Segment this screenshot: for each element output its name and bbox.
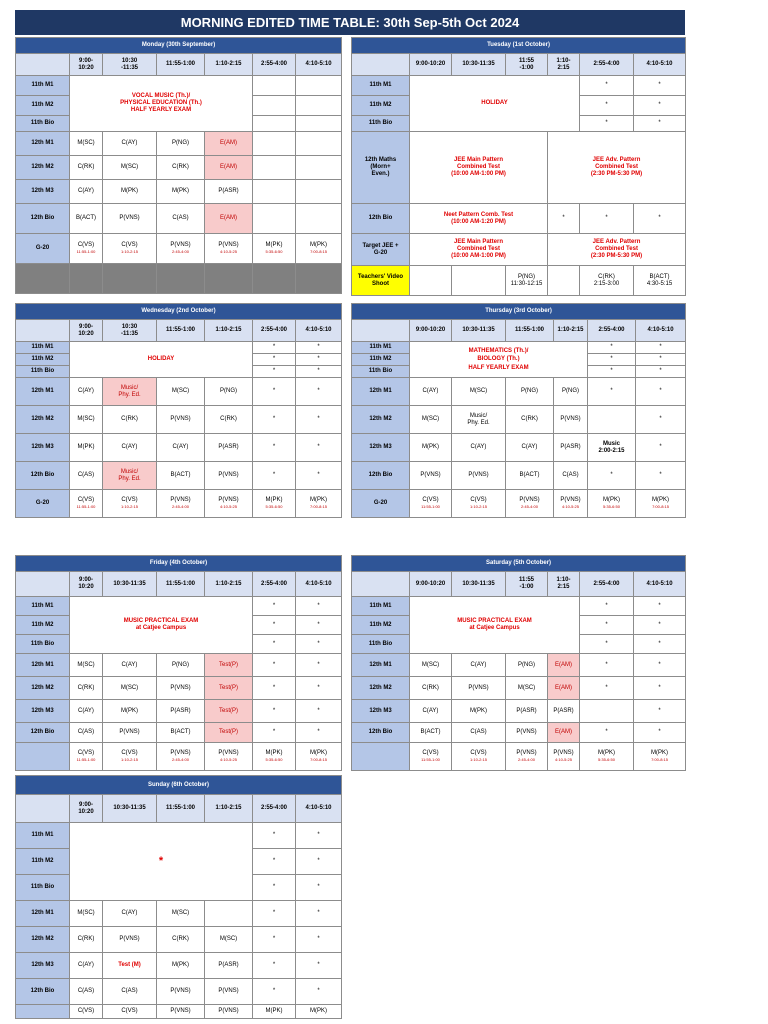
period-cell: C(AY) — [70, 700, 103, 723]
period-cell: M(SC) — [410, 406, 452, 434]
time-header: 2:55-4:00 — [253, 54, 296, 76]
period-cell: C(AY) — [452, 434, 506, 462]
period-cell: C(AS) — [70, 979, 103, 1005]
class-label: 12th Bio — [16, 204, 70, 234]
period-cell: * — [296, 700, 342, 723]
g20-cell: P(VNS) 2:45-4:00 — [157, 490, 205, 518]
exam-notice: MATHEMATICS (Th.)/ BIOLOGY (Th.) HALF YEARLY EXAM — [410, 342, 588, 378]
period-cell: C(AY) — [452, 654, 506, 677]
period-cell: * — [296, 406, 342, 434]
g20-cell: M(PK) 5:35-6:50 — [253, 234, 296, 264]
period-cell: C(AY) — [70, 378, 103, 406]
period-cell: E(AM) — [205, 132, 253, 156]
period-cell: C(RK) — [506, 406, 554, 434]
period-cell: C(AY) — [103, 132, 157, 156]
period-cell: B(ACT) — [506, 462, 554, 490]
time-header: 10:30-11:35 — [103, 795, 157, 823]
g20-cell: M(PK) 7:00-8:15 — [296, 743, 342, 771]
time-header: 4:10-5:10 — [296, 795, 342, 823]
period-cell: P(VNS) — [103, 204, 157, 234]
period-cell: M(PK) — [410, 434, 452, 462]
class-label: 12th M1 — [16, 901, 70, 927]
g20-cell: C(VS) 11:55-1:00 — [410, 490, 452, 518]
period-cell: M(SC) — [205, 927, 253, 953]
period-cell: * — [636, 462, 686, 490]
friday-table: Friday (4th October) 9:00- 10:20 10:30-11:35 11:55-1:00 1:10-2:15 2:55-4:00 4:10-5:10 11th M1 MUSIC PRACTICAL EXAM at Catjee Campus * * 11th M2 * * 11th Bio * * 12th M1 M(SC) C(AY) P(NG) Test(P) * * 12th M2 C(RK) M(SC) P(VNS) Test(P) * * 12th M3 C(AY) M(PK) P(ASR) Test(P) * * 12th Bio C(AS) P(VNS) B(ACT) Test(P) * * C(VS) 11:55-1:00 C(VS) 1:10-2:15 P(VNS) 2:45-4:00 P(VNS) 4:10-5:25 M(PK) 5:35-6:50 M(PK) 7:00-8:15 — [15, 555, 342, 771]
time-header: 10:30-11:35 — [103, 572, 157, 597]
class-label: 11th M1 — [352, 342, 410, 354]
day-heading: Tuesday (1st October) — [352, 38, 686, 54]
class-label: 12th Bio — [16, 979, 70, 1005]
g20-cell: P(VNS) 2:45-4:00 — [506, 743, 548, 771]
class-label: 12th Bio — [352, 462, 410, 490]
period-cell: * — [296, 378, 342, 406]
wednesday-table: Wednesday (2nd October) 9:00- 10:20 10:30 -11:35 11:55-1:00 1:10-2:15 2:55-4:00 4:10-5:10 11th M1 HOLIDAY * * 11th M2 * * 11th Bio * * 12th M1 C(AY) Music/ Phy. Ed. M(SC) P(NG) * * 12th M2 M(SC) C(RK) P(VNS) C(RK) * * 12th M3 M(PK) C(AY) C(AY) P(ASR) * * 12th Bio C(AS) Music/ Phy. Ed. B(ACT) P(VNS) * * G-20 C(VS) 11:55-1:00 C(VS) 1:10-2:15 P(VNS) 2:45-4:00 P(VNS) 4:10-5:25 M(PK) 5:35-6:50 M(PK) 7:00-8:15 — [15, 303, 342, 518]
period-cell: C(RK) — [157, 156, 205, 180]
class-label: 12th M3 — [16, 434, 70, 462]
class-label: 12th M1 — [352, 654, 410, 677]
test-notice: JEE Main Pattern Combined Test (10:00 AM-1:00 PM) — [410, 132, 548, 204]
period-cell: * — [634, 654, 686, 677]
period-cell: * — [634, 723, 686, 743]
time-header: 2:55-4:00 — [588, 320, 636, 342]
period-cell: M(SC) — [70, 132, 103, 156]
period-cell: P(VNS) — [157, 677, 205, 700]
class-label: 11th M1 — [352, 76, 410, 96]
period-cell: P(VNS) — [205, 979, 253, 1005]
class-label: 11th M2 — [352, 354, 410, 366]
period-cell: P(NG) — [157, 132, 205, 156]
period-cell: M(SC) — [410, 654, 452, 677]
g20-cell: C(VS) — [70, 1005, 103, 1019]
time-header: 9:00- 10:20 — [70, 320, 103, 342]
time-header: 9:00-10:20 — [410, 320, 452, 342]
time-header: 11:55 -1:00 — [506, 54, 548, 76]
period-cell: M(SC) — [157, 378, 205, 406]
g20-cell: M(PK) 7:00-8:15 — [296, 490, 342, 518]
period-cell: E(AM) — [548, 677, 580, 700]
period-cell: C(AY) — [103, 654, 157, 677]
g20-cell: P(VNS) 2:45-4:00 — [157, 743, 205, 771]
period-cell: M(PK) — [157, 953, 205, 979]
time-header: 9:00- 10:20 — [70, 795, 103, 823]
time-header: 10:30-11:35 — [452, 572, 506, 597]
period-cell: * — [636, 378, 686, 406]
period-cell: * — [253, 654, 296, 677]
period-cell: C(AY) — [410, 378, 452, 406]
class-label: 12th M1 — [16, 132, 70, 156]
period-cell: C(RK) — [410, 677, 452, 700]
class-label: 12th M2 — [352, 677, 410, 700]
period-cell: P(NG) — [205, 378, 253, 406]
class-label: 12th Bio — [352, 723, 410, 743]
period-cell: C(AY) — [410, 700, 452, 723]
period-cell: Test (M) — [103, 953, 157, 979]
period-cell: P(NG) — [157, 654, 205, 677]
period-cell: M(PK) — [452, 700, 506, 723]
period-cell: * — [253, 953, 296, 979]
exam-notice: VOCAL MUSIC (Th.)/ PHYSICAL EDUCATION (Th.) HALF YEARLY EXAM — [70, 76, 253, 132]
period-cell: P(ASR) — [548, 700, 580, 723]
g20-cell: C(VS) — [103, 1005, 157, 1019]
monday-table — [15, 37, 342, 294]
class-label: 11th Bio — [352, 116, 410, 132]
period-cell: C(AY) — [103, 901, 157, 927]
period-cell: P(VNS) — [410, 462, 452, 490]
test-notice: JEE Adv. Pattern Combined Test (2:30 PM-5:30 PM) — [548, 132, 686, 204]
class-label: 12th Bio — [352, 204, 410, 234]
period-cell: P(ASR) — [205, 180, 253, 204]
period-cell: Test(P) — [205, 723, 253, 743]
time-header: 2:55-4:00 — [253, 320, 296, 342]
g20-cell: P(VNS) 4:10-5:25 — [205, 743, 253, 771]
period-cell: * — [296, 979, 342, 1005]
class-label: 12th M3 — [16, 700, 70, 723]
period-cell: * — [253, 462, 296, 490]
period-cell: B(ACT) — [157, 723, 205, 743]
g20-cell: M(PK) 7:00-8:15 — [296, 234, 342, 264]
g20-cell: C(VS) 11:55-1:00 — [70, 743, 103, 771]
period-cell: C(AY) — [70, 180, 103, 204]
period-cell: P(VNS) — [157, 979, 205, 1005]
period-cell: Test(P) — [205, 677, 253, 700]
tuesday-table: Tuesday (1st October) 9:00-10:20 10:30-11:35 11:55 -1:00 1:10- 2:15 2:55-4:00 4:10-5:10 11th M1 HOLIDAY * * 11th M2 * * 11th Bio * * 12th Maths (Morn+ Even.) JEE Main Pattern Combined Test (10:00 AM-1:00 PM) JEE Adv. Pattern Combined Test (2:30 PM-5:30 PM) 12th Bio Neet Pattern Comb. Test (10:00 AM-1:20 PM) * * * Target JEE + G-20 JEE Main Pattern Combined Test (10:00 AM-1:00 PM) JEE Adv. Pattern Combined Test (2:30 PM-5:30 PM) Teachers' Video Shoot P(NG) 11:30-12:15 C(RK) 2:15-3:00 B(ACT) 4:30-5:15 — [351, 37, 686, 296]
period-cell: C(RK) 2:15-3:00 — [580, 266, 634, 296]
time-header: 4:10-5:10 — [636, 320, 686, 342]
period-cell: M(PK) — [157, 180, 205, 204]
period-cell: * — [253, 700, 296, 723]
g20-cell: C(VS) 1:10-2:15 — [103, 743, 157, 771]
time-header: 10:30 -11:35 — [103, 54, 157, 76]
time-header: 10:30 -11:35 — [103, 320, 157, 342]
period-cell: P(NG) — [506, 654, 548, 677]
period-cell: C(RK) — [103, 406, 157, 434]
time-header: 1:10- 2:15 — [548, 54, 580, 76]
class-label: 12th M3 — [16, 180, 70, 204]
period-cell: Music/ Phy. Ed. — [452, 406, 506, 434]
class-label: 11th M2 — [16, 354, 70, 366]
class-label: 12th M2 — [16, 406, 70, 434]
class-label: 12th M3 — [352, 434, 410, 462]
g20-cell: P(VNS) — [157, 1005, 205, 1019]
class-label: G-20 — [16, 490, 70, 518]
test-notice: JEE Adv. Pattern Combined Test (2:30 PM-5:30 PM) — [548, 234, 686, 266]
class-label: 12th M1 — [16, 378, 70, 406]
time-header: 9:00-10:20 — [410, 572, 452, 597]
g20-cell: M(PK) 5:35-6:50 — [253, 490, 296, 518]
time-header: 1:10-2:15 — [205, 54, 253, 76]
class-label: 11th M2 — [352, 616, 410, 635]
period-cell: Music 2:00-2:15 — [588, 434, 636, 462]
period-cell: * — [253, 927, 296, 953]
holiday-notice: HOLIDAY — [410, 76, 580, 132]
period-cell: * — [580, 723, 634, 743]
period-cell: * — [296, 434, 342, 462]
day-heading: Saturday (5th October) — [352, 556, 686, 572]
period-cell: * — [296, 901, 342, 927]
time-header: 1:10-2:15 — [205, 572, 253, 597]
period-cell: C(AY) — [506, 434, 554, 462]
period-cell: E(AM) — [205, 204, 253, 234]
period-cell: C(RK) — [157, 927, 205, 953]
period-cell: M(PK) — [103, 700, 157, 723]
class-label: 11th Bio — [352, 635, 410, 654]
g20-cell: M(PK) — [296, 1005, 342, 1019]
g20-cell: C(VS) 1:10-2:15 — [452, 490, 506, 518]
period-cell: C(AY) — [70, 953, 103, 979]
period-cell: * — [296, 677, 342, 700]
period-cell: C(RK) — [70, 156, 103, 180]
class-label: 12th Bio — [16, 462, 70, 490]
period-cell: P(VNS) — [103, 927, 157, 953]
g20-cell: C(VS) 1:10-2:15 — [452, 743, 506, 771]
period-cell: E(AM) — [548, 654, 580, 677]
period-cell: E(AM) — [205, 156, 253, 180]
period-cell: M(PK) — [70, 434, 103, 462]
class-label: 11th M2 — [16, 849, 70, 875]
time-header: 9:00-10:20 — [410, 54, 452, 76]
class-label: 11th Bio — [352, 366, 410, 378]
period-cell: * — [636, 406, 686, 434]
exam-notice: MUSIC PRACTICAL EXAM at Catjee Campus — [70, 597, 253, 654]
class-label: 11th Bio — [16, 116, 70, 132]
merged-notice: * — [70, 823, 253, 901]
period-cell: M(PK) — [103, 180, 157, 204]
time-header: 4:10-5:10 — [296, 54, 342, 76]
day-heading: Monday (30th September) — [16, 38, 342, 54]
class-label: 11th Bio — [16, 875, 70, 901]
class-label: 12th M2 — [16, 677, 70, 700]
period-cell: Music/ Phy. Ed. — [103, 462, 157, 490]
period-cell: E(AM) — [548, 723, 580, 743]
period-cell: * — [296, 927, 342, 953]
timetable-title: MORNING EDITED TIME TABLE: 30th Sep-5th Oct 2024 — [15, 10, 685, 35]
time-header: 11:55-1:00 — [157, 572, 205, 597]
class-label: 11th M1 — [16, 342, 70, 354]
period-cell: P(ASR) — [205, 953, 253, 979]
time-header: 4:10-5:10 — [634, 54, 686, 76]
period-cell: C(AS) — [452, 723, 506, 743]
period-cell: C(RK) — [205, 406, 253, 434]
period-cell: P(ASR) — [506, 700, 548, 723]
class-label: 11th M1 — [16, 823, 70, 849]
period-cell: C(AS) — [554, 462, 588, 490]
period-cell: P(VNS) — [506, 723, 548, 743]
period-cell: * — [588, 378, 636, 406]
g20-cell: M(PK) 5:35-6:50 — [580, 743, 634, 771]
thursday-table: Thursday (3rd October) 9:00-10:20 10:30-11:35 11:55-1:00 1:10-2:15 2:55-4:00 4:10-5:10 11th M1 MATHEMATICS (Th.)/ BIOLOGY (Th.) HALF YEARLY EXAM * * 11th M2 * * 11th Bio * * 12th M1 C(AY) M(SC) P(NG) P(NG) * * 12th M2 M(SC) Music/ Phy. Ed. C(RK) P(VNS) * 12th M3 M(PK) C(AY) C(AY) P(ASR) Music 2:00-2:15 * 12th Bio P(VNS) P(VNS) B(ACT) C(AS) * * G-20 C(VS) 11:55-1:00 C(VS) 1:10-2:15 P(VNS) 2:45-4:00 P(VNS) 4:10-5:25 M(PK) 5:35-6:50 M(PK) 7:00-8:15 — [351, 303, 686, 518]
g20-cell: C(VS) 11:55-1:00 — [410, 743, 452, 771]
time-header: 1:10- 2:15 — [548, 572, 580, 597]
time-header: 11:55-1:00 — [157, 320, 205, 342]
period-cell: P(ASR) — [554, 434, 588, 462]
period-cell: M(SC) — [103, 677, 157, 700]
period-cell: * — [253, 677, 296, 700]
period-cell: * — [634, 700, 686, 723]
period-cell: C(RK) — [70, 927, 103, 953]
class-label: 12th Bio — [16, 723, 70, 743]
g20-cell: M(PK) 5:35-6:50 — [588, 490, 636, 518]
period-cell: P(VNS) — [103, 723, 157, 743]
class-label: 11th M1 — [352, 597, 410, 616]
day-heading: Wednesday (2nd October) — [16, 304, 342, 320]
period-cell: * — [296, 654, 342, 677]
class-label: 12th M2 — [352, 406, 410, 434]
class-label: Target JEE + G-20 — [352, 234, 410, 266]
g20-cell: C(VS) 11:55-1:00 — [70, 234, 103, 264]
period-cell: * — [636, 434, 686, 462]
saturday-table: Saturday (5th October) 9:00-10:20 10:30-11:35 11:55 -1:00 1:10- 2:15 2:55-4:00 4:10-5:10 11th M1 MUSIC PRACTICAL EXAM at Catjee Campus * * 11th M2 * * 11th Bio * * 12th M1 M(SC) C(AY) P(NG) E(AM) * * 12th M2 C(RK) P(VNS) M(SC) E(AM) * * 12th M3 C(AY) M(PK) P(ASR) P(ASR) * 12th Bio B(ACT) C(AS) P(VNS) E(AM) * * C(VS) 11:55-1:00 C(VS) 1:10-2:15 P(VNS) 2:45-4:00 P(VNS) 4:10-5:25 M(PK) 5:35-6:50 M(PK) 7:00-8:15 — [351, 555, 686, 771]
g20-cell: C(VS) 11:55-1:00 — [70, 490, 103, 518]
period-cell: C(AS) — [157, 204, 205, 234]
g20-cell: M(PK) 7:00-8:15 — [636, 490, 686, 518]
time-header: 4:10-5:10 — [296, 320, 342, 342]
period-cell: B(ACT) 4:30-5:15 — [634, 266, 686, 296]
g20-cell: P(VNS) 2:45-4:00 — [157, 234, 205, 264]
g20-cell: P(VNS) 4:10-5:25 — [205, 234, 253, 264]
period-cell: Music/ Phy. Ed. — [103, 378, 157, 406]
g20-cell: M(PK) 5:35-6:50 — [253, 743, 296, 771]
period-cell: P(ASR) — [157, 700, 205, 723]
g20-cell: M(PK) — [253, 1005, 296, 1019]
time-header: 10:30-11:35 — [452, 320, 506, 342]
g20-cell: C(VS) 1:10-2:15 — [103, 490, 157, 518]
class-label: 11th Bio — [16, 635, 70, 654]
time-header: 11:55 -1:00 — [506, 572, 548, 597]
class-label: 12th M1 — [352, 378, 410, 406]
class-label: 11th M1 — [16, 597, 70, 616]
period-cell: B(ACT) — [410, 723, 452, 743]
period-cell: * — [253, 434, 296, 462]
time-header: 1:10-2:15 — [205, 320, 253, 342]
period-cell: * — [580, 677, 634, 700]
g20-cell: P(VNS) — [205, 1005, 253, 1019]
period-cell: P(VNS) — [157, 406, 205, 434]
period-cell: P(VNS) — [554, 406, 588, 434]
period-cell: P(NG) — [554, 378, 588, 406]
class-label: 12th M2 — [16, 927, 70, 953]
period-cell: P(NG) 11:30-12:15 — [506, 266, 548, 296]
class-label: G-20 — [16, 234, 70, 264]
period-cell: * — [253, 979, 296, 1005]
period-cell: C(AS) — [103, 979, 157, 1005]
time-header: 4:10-5:10 — [296, 572, 342, 597]
g20-cell: P(VNS) 4:10-5:25 — [205, 490, 253, 518]
period-cell: P(VNS) — [452, 677, 506, 700]
time-header: 2:55-4:00 — [580, 54, 634, 76]
sunday-table: Sunday (6th October) 9:00- 10:20 10:30-11:35 11:55-1:00 1:10-2:15 2:55-4:00 4:10-5:10 11th M1 * * * 11th M2 * * 11th Bio * * 12th M1 M(SC) C(AY) M(SC) * * 12th M2 C(RK) P(VNS) C(RK) M(SC) * * 12th M3 C(AY) Test (M) M(PK) P(ASR) * * 12th Bio C(AS) C(AS) P(VNS) P(VNS) * * C(VS) C(VS) P(VNS) P(VNS) M(PK) M(PK) — [15, 775, 342, 1019]
period-cell: Test(P) — [205, 654, 253, 677]
period-cell: * — [634, 677, 686, 700]
time-header: 2:55-4:00 — [580, 572, 634, 597]
day-heading: Thursday (3rd October) — [352, 304, 686, 320]
time-header: 11:55-1:00 — [506, 320, 554, 342]
period-cell: * — [296, 723, 342, 743]
g20-cell: P(VNS) 4:10-5:25 — [554, 490, 588, 518]
period-cell: * — [253, 723, 296, 743]
time-header: 10:30-11:35 — [452, 54, 506, 76]
period-cell: M(SC) — [506, 677, 548, 700]
period-cell: C(RK) — [70, 677, 103, 700]
day-heading: Sunday (6th October) — [16, 776, 342, 795]
class-label: 11th M2 — [16, 96, 70, 116]
period-cell: * — [253, 901, 296, 927]
period-cell: * — [588, 462, 636, 490]
period-cell: M(SC) — [157, 901, 205, 927]
time-header: 4:10-5:10 — [634, 572, 686, 597]
class-label: 12th M3 — [352, 700, 410, 723]
class-label: 12th M1 — [16, 654, 70, 677]
g20-cell: P(VNS) 2:45-4:00 — [506, 490, 554, 518]
period-cell: M(SC) — [70, 406, 103, 434]
period-cell: * — [580, 654, 634, 677]
time-header: 1:10-2:15 — [554, 320, 588, 342]
class-label: 11th M1 — [16, 76, 70, 96]
class-label: 12th M3 — [16, 953, 70, 979]
period-cell: M(SC) — [452, 378, 506, 406]
period-cell: P(ASR) — [205, 434, 253, 462]
test-notice: Neet Pattern Comb. Test (10:00 AM-1:20 PM) — [410, 204, 548, 234]
period-cell: C(AS) — [70, 462, 103, 490]
period-cell: B(ACT) — [157, 462, 205, 490]
period-cell: P(VNS) — [452, 462, 506, 490]
class-label: G-20 — [352, 490, 410, 518]
class-label: 12th M2 — [16, 156, 70, 180]
time-header: 11:55-1:00 — [157, 795, 205, 823]
period-cell: P(NG) — [506, 378, 554, 406]
period-cell: P(VNS) — [205, 462, 253, 490]
period-cell: M(SC) — [103, 156, 157, 180]
class-label: 12th Maths (Morn+ Even.) — [352, 132, 410, 204]
class-label: 11th M2 — [16, 616, 70, 635]
class-label: 11th M2 — [352, 96, 410, 116]
period-cell: * — [296, 462, 342, 490]
period-cell: B(ACT) — [70, 204, 103, 234]
period-cell: Test(P) — [205, 700, 253, 723]
period-cell: * — [253, 378, 296, 406]
period-cell: C(AY) — [103, 434, 157, 462]
period-cell: M(SC) — [70, 901, 103, 927]
period-cell: * — [253, 406, 296, 434]
time-header: 11:55-1:00 — [157, 54, 205, 76]
period-cell: M(SC) — [70, 654, 103, 677]
test-notice: JEE Main Pattern Combined Test (10:00 AM-1:00 PM) — [410, 234, 548, 266]
period-cell: * — [296, 953, 342, 979]
holiday-notice: HOLIDAY — [70, 342, 253, 378]
time-header: 2:55-4:00 — [253, 795, 296, 823]
period-cell: C(AS) — [70, 723, 103, 743]
g20-cell: P(VNS) 4:10-5:25 — [548, 743, 580, 771]
time-header: 9:00- 10:20 — [70, 54, 103, 76]
time-header: 2:55-4:00 — [253, 572, 296, 597]
class-label: Teachers' Video Shoot — [352, 266, 410, 296]
day-heading: Friday (4th October) — [16, 556, 342, 572]
g20-cell: M(PK) 7:00-8:15 — [634, 743, 686, 771]
time-header: 9:00- 10:20 — [70, 572, 103, 597]
exam-notice: MUSIC PRACTICAL EXAM at Catjee Campus — [410, 597, 580, 654]
g20-cell: C(VS) 1:10-2:15 — [103, 234, 157, 264]
class-label: 11th Bio — [16, 366, 70, 378]
time-header: 1:10-2:15 — [205, 795, 253, 823]
period-cell: C(AY) — [157, 434, 205, 462]
